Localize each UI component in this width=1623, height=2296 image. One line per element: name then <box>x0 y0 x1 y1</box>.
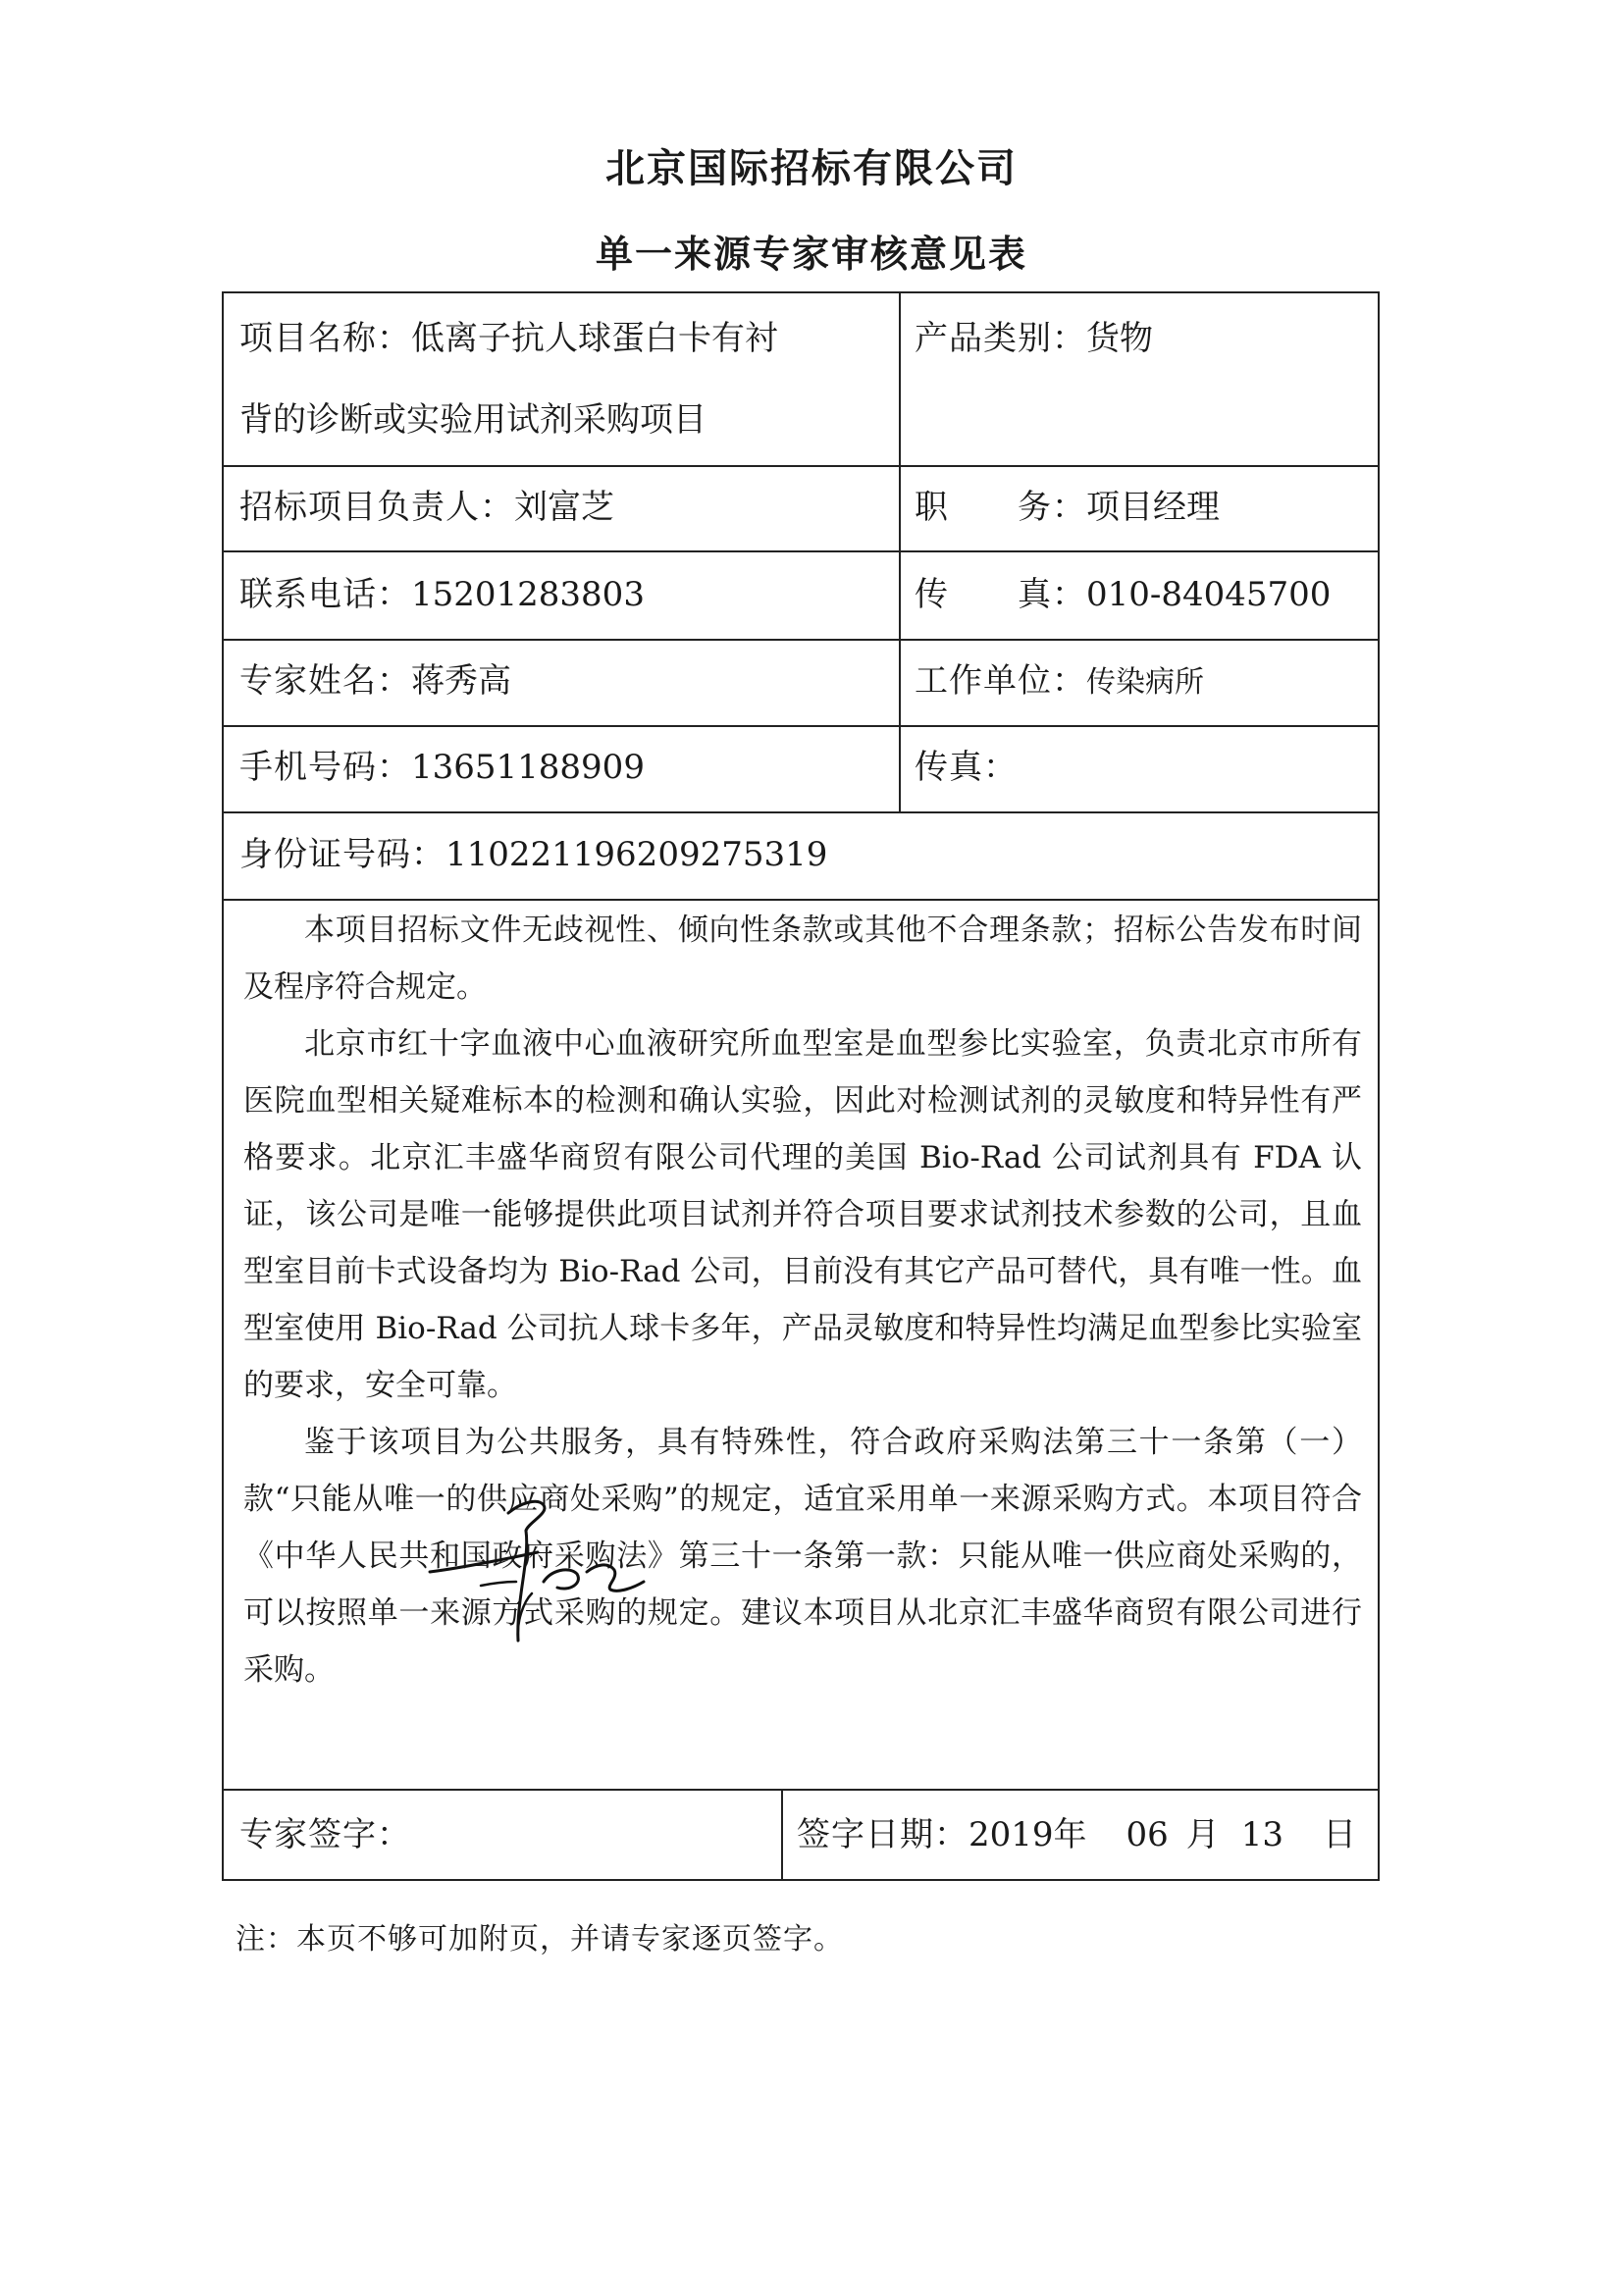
phone-value: 15201283803 <box>411 575 645 614</box>
expert-fax-cell <box>915 746 1018 789</box>
company-title: 北京国际招标有限公司 <box>605 146 1018 191</box>
sign-label: 专家签字： <box>239 1815 411 1854</box>
workplace-value: 传染病所 <box>1086 665 1204 700</box>
row-divider <box>224 1789 1378 1791</box>
mobile-cell <box>239 746 645 789</box>
row-divider <box>224 550 1378 552</box>
opinion-paragraph: 本项目招标文件无歧视性、倾向性条款或其他不合理条款；招标公告发布时间及程序符合规定。 <box>243 913 1362 1005</box>
fax-label-b: 真： <box>1018 575 1086 614</box>
category-cell <box>915 317 1153 360</box>
fax-label-a: 传 <box>915 575 949 614</box>
position-label-a: 职 <box>915 488 949 527</box>
id-label: 身份证号码： <box>239 835 445 874</box>
position-cell <box>915 486 1220 529</box>
leader-cell <box>239 486 614 529</box>
sign-year: 2019 <box>969 1815 1054 1854</box>
year-unit: 年 <box>1053 1815 1087 1854</box>
phone-label: 联系电话： <box>239 575 411 614</box>
row-divider <box>224 725 1378 727</box>
date-label: 签字日期： <box>797 1815 969 1854</box>
project-name-line2: 背的诊断或实验用试剂采购项目 <box>239 400 707 440</box>
id-value: 110221196209275319 <box>445 835 828 874</box>
row-divider <box>224 639 1378 641</box>
fax-cell <box>915 573 1331 616</box>
handwritten-signature <box>422 1491 657 1658</box>
workplace-cell <box>915 659 1204 704</box>
month-unit: 月 <box>1185 1815 1220 1854</box>
project-name-line1: 低离子抗人球蛋白卡有衬 <box>411 319 778 358</box>
fax-value: 010-84045700 <box>1086 575 1332 614</box>
project-name-cell <box>239 317 778 360</box>
position-value: 项目经理 <box>1086 488 1220 527</box>
date-cell <box>797 1813 1356 1856</box>
opinion-paragraph: 北京市红十字血液中心血液研究所血型室是血型参比实验室，负责北京市所有医院血型相关疑难标本的检测和确认实验，因此对检测试剂的灵敏度和特异性有严格要求。北京汇丰盛华商贸有限公司代理的美国 Bio-Rad 公司试剂具有 FDA 认证，该公司是唯一能够提供此项目试剂并符合项目要求试剂技术参数的公司，且血型室目前卡式设备均为 Bio-Rad 公司，目前没有其它产品可替代，具有唯一性。血型室使用 Bio-Rad 公司抗人球卡多年，产品灵敏度和特异性均满足血型参比实验室的要求，安全可靠。 <box>243 1026 1362 1403</box>
mobile-value: 13651188909 <box>411 748 645 787</box>
id-cell <box>239 833 827 876</box>
day-unit: 日 <box>1323 1815 1357 1854</box>
project-name-line2-cell <box>239 398 707 442</box>
column-divider <box>899 293 901 811</box>
form-title: 单一来源专家审核意见表 <box>595 233 1027 276</box>
row-divider <box>224 465 1378 467</box>
category-value: 货物 <box>1086 319 1153 358</box>
sign-cell <box>239 1813 411 1856</box>
workplace-label: 工作单位： <box>915 661 1086 701</box>
category-label: 产品类别： <box>915 319 1086 358</box>
expert-value: 蒋秀高 <box>411 661 511 701</box>
sign-month: 06 <box>1126 1815 1169 1854</box>
sign-day: 13 <box>1240 1815 1284 1854</box>
footnote: 注：本页不够可加附页，并请专家逐页签字。 <box>236 1922 844 1957</box>
mobile-label: 手机号码： <box>239 748 411 787</box>
position-label-b: 务： <box>1018 488 1086 527</box>
phone-cell <box>239 573 645 616</box>
column-divider <box>781 1789 783 1881</box>
opinion-paragraph: 鉴于该项目为公共服务，具有特殊性，符合政府采购法第三十一条第（一）款“只能从唯一的供应商处采购”的规定，适宜采用单一来源采购方式。本项目符合《中华人民共和国政府采购法》第三十一条第一款：只能从唯一供应商处采购的，可以按照单一来源方式采购的规定。建议本项目从北京汇丰盛华商贸有限公司进行采购。 <box>243 1425 1362 1688</box>
leader-label: 招标项目负责人： <box>239 488 514 527</box>
expert-label: 专家姓名： <box>239 661 411 701</box>
row-divider <box>224 811 1378 813</box>
expert-fax-label: 传真： <box>915 748 1018 787</box>
project-name-label: 项目名称： <box>239 319 411 358</box>
expert-cell <box>239 659 511 703</box>
row-divider <box>224 899 1378 901</box>
leader-value: 刘富芝 <box>514 488 614 527</box>
review-opinion <box>243 902 1362 1698</box>
review-form-table <box>222 291 1380 1881</box>
